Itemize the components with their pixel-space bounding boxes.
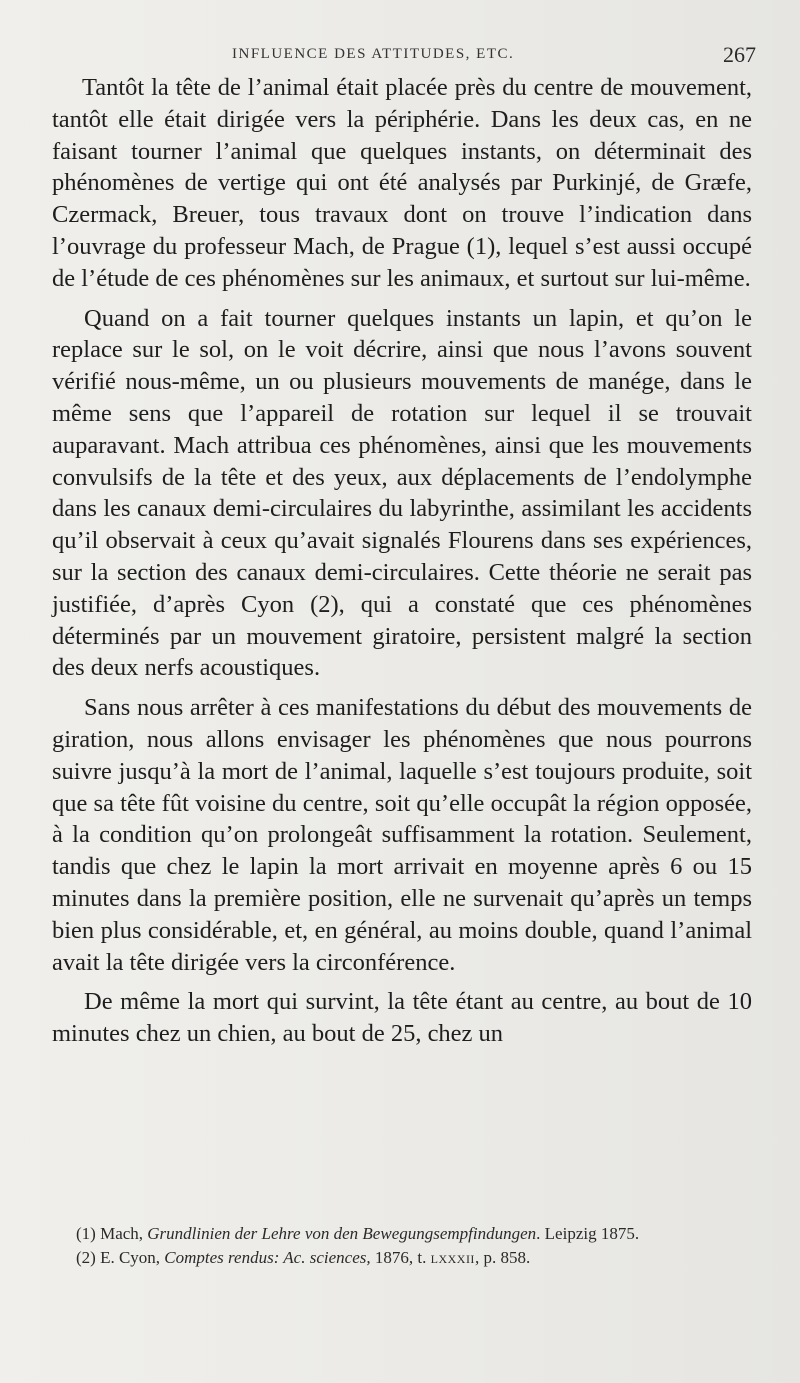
body-text xyxy=(52,72,752,1058)
paragraph-4: De même la mort qui survint, la tête étant au centre, au bout de 10 minutes chez un chien, au bout de 25, chez un xyxy=(52,988,752,1048)
footnote-2-title: Comptes rendus: Ac. sciences, xyxy=(164,1248,371,1267)
paragraph-1: Tantôt la tête de l’animal était placée près du centre de mouvement, tantôt elle était dirigée vers la périphérie. Dans les deux cas, en ne faisant tourner l’animal que quelques instants, on déterminait des phénomènes de vertige qui ont été analysés par Purkinjé, de Græfe, Czermack, Breuer, tous travaux dont on trouve l’indication dans l’ouvrage du professeur Mach, de Prague (1), lequel s’est aussi occupé de l’étude de ces phénomènes sur les animaux, et surtout sur lui-même. xyxy=(52,74,752,292)
paragraph-3: Sans nous arrêter à ces manifestations du début des mouvements de giration, nous allons envisager les phénomènes que nous pourrons suivre jusqu’à la mort de l’animal, laquelle s’est toujours produite, soit que sa tête fût voisine du centre, soit qu’elle occupât la région opposée, à la condition qu’on prolongeât suffisamment la rotation. Seulement, tandis que chez le lapin la mort arrivait en moyenne après 6 ou 15 minutes dans la première position, elle ne survenait qu’après un temps bien plus considérable, et, en général, au moins double, quand l’animal avait la tête dirigée vers la circonférence. xyxy=(52,694,752,976)
footnote-1 xyxy=(52,1222,752,1246)
page-number: 267 xyxy=(723,42,756,67)
running-title: INFLUENCE DES ATTITUDES, ETC. xyxy=(232,46,515,62)
footnote-1-rest: . Leipzig 1875. xyxy=(536,1224,640,1243)
footnote-1-title: Grundlinien der Lehre von den Bewegungsempfindungen xyxy=(147,1224,537,1243)
footnote-2-rest: , p. 858. xyxy=(474,1248,531,1267)
footnote-2-middle: 1876, t. xyxy=(370,1248,431,1267)
paragraph-2: Quand on a fait tourner quelques instants un lapin, et qu’on le replace sur le sol, on le voit décrire, ainsi que nous l’avons souvent vérifié nous-même, un ou plusieurs mouvements de manége, dans le même sens que l’appareil de rotation sur lequel il se trouvait auparavant. Mach attribua ces phénomènes, ainsi que les mouvements convulsifs de la tête et des yeux, aux déplacements de l’endolymphe dans les canaux demi-circulaires du labyrinthe, assimilant les accidents qu’il observait à ceux qu’avait signalés Flourens dans ses expériences, sur la section des canaux demi-circulaires. Cette théorie ne serait pas justifiée, d’après Cyon (2), qui a constaté que ces phénomènes déterminés par un mouvement giratoire, persistent malgré la section des deux nerfs acoustiques. xyxy=(52,304,752,682)
footnote-2-volume: lxxxii xyxy=(430,1248,475,1267)
footnote-2 xyxy=(52,1246,752,1270)
footnotes xyxy=(52,1222,752,1270)
footnote-1-marker: (1) Mach, xyxy=(76,1224,148,1243)
footnote-2-marker: (2) E. Cyon, xyxy=(76,1248,165,1267)
page-header xyxy=(52,42,756,72)
